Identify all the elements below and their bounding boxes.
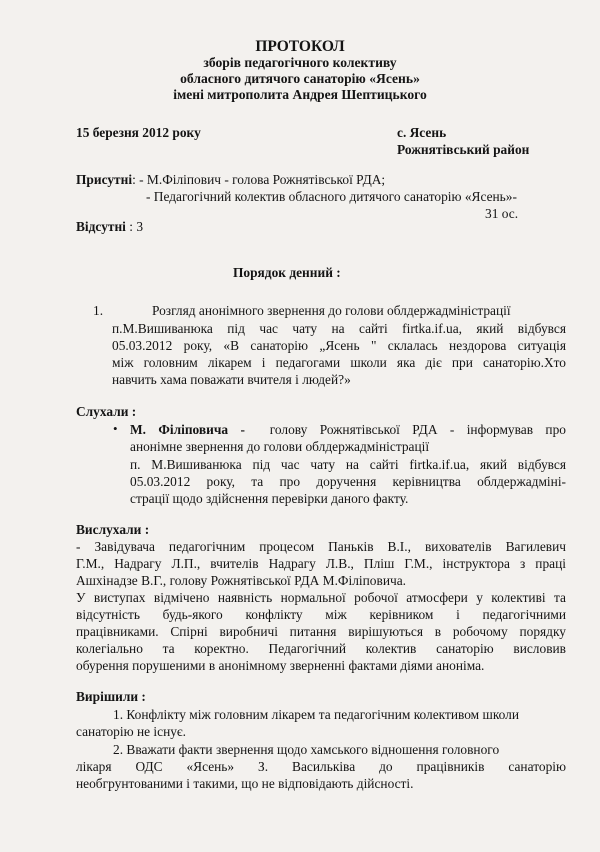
agenda-line: Розгляд анонімного звернення до голови облдержадміністрації xyxy=(152,303,511,318)
meeting-place: с. Ясень xyxy=(397,125,447,140)
document-subtitle-1: зборів педагогічного колективу xyxy=(203,55,397,70)
present-line-1 xyxy=(76,171,385,188)
agenda-line: 05.03.2012 року, «В санаторію „Ясень " склалась нездорова ситуація xyxy=(112,338,566,353)
present-count: 31 ос. xyxy=(485,206,519,221)
present-chair: : - М.Філіпович - голова Рожнятівської РДА; xyxy=(132,172,386,187)
decided-label: Вирішили : xyxy=(76,689,146,704)
listened-line: Г.М., Надрагу Л.П., вчителів Надрагу Л.В., Пліш Г.М., інструктора з праці xyxy=(76,556,566,571)
agenda-line: п.М.Вишиванюка під час чату на сайті firtka.if.ua, який відбувся xyxy=(112,321,566,336)
agenda-heading: Порядок денний : xyxy=(233,265,341,280)
agenda-item-number: 1. xyxy=(93,303,104,318)
meeting-district: Рожнятівський район xyxy=(397,142,530,157)
listened-line: обурення порушеними в анонімному зверненні фактами діями аноніма. xyxy=(76,658,485,673)
bullet-icon: • xyxy=(113,421,118,436)
heard-role: голову Рожнятівської РДА - інформував про xyxy=(269,422,566,437)
heard-speaker: М. Філіповича - xyxy=(130,422,245,437)
listened-line: працівниками. Спірні виробничі питання вирішуються в робочому порядку xyxy=(76,624,566,639)
meeting-date: 15 березня 2012 року xyxy=(76,125,201,140)
listened-line: Ашхінадзе В.Г., голову Рожнятівської РДА М.Філіповича. xyxy=(76,573,407,588)
decision-line: необгрунтованими і такими, що не відповідають дійсності. xyxy=(76,776,414,791)
present-line-2: - Педагогічний колектив обласного дитячого санаторію «Ясень»- xyxy=(146,189,517,204)
heard-line: п. М.Вишиванюка під час чату на сайті firtka.if.ua, який відбувся xyxy=(130,457,566,472)
document-subtitle-2: обласного дитячого санаторію «Ясень» xyxy=(180,71,420,86)
heard-line: 05.03.2012 року, та про доручення керівництва облдержадміні- xyxy=(130,474,566,489)
listened-line: колегіально та коректно. Педагогічний колектив санаторію висловив xyxy=(76,641,566,656)
heard-line-1 xyxy=(130,421,566,438)
heard-label: Слухали : xyxy=(76,404,137,419)
agenda-line: між головним лікарем і педагогами школи яка діє при санаторію.Хто xyxy=(112,355,566,370)
heard-line: страції щодо здійснення перевірки даного факту. xyxy=(130,491,409,506)
decision-line: санаторію не існує. xyxy=(76,724,187,739)
document-title: ПРОТОКОЛ xyxy=(255,38,345,55)
listened-label: Вислухали : xyxy=(76,522,150,537)
listened-line: відсутність будь-якого конфлікту між керівником і педагогічними xyxy=(76,607,566,622)
listened-line: - Завідувача педагогічним процесом Паньків В.І., вихователів Вагилевич xyxy=(76,539,566,554)
listened-line: У виступах відмічено наявність нормальної робочої атмосфери у колективі та xyxy=(76,590,566,605)
absent-label: Відсутні xyxy=(76,219,126,234)
heard-line: анонімне звернення до голови облдержадміністрації xyxy=(130,439,430,454)
decision-line: лікаря ОДС «Ясень» З. Васильківа до працівників санаторію xyxy=(76,759,566,774)
decision-line: 2. Вважати факти звернення щодо хамського відношення головного xyxy=(113,742,500,757)
decision-line: 1. Конфлікту між головним лікарем та педагогічним колективом школи xyxy=(113,707,520,722)
absent-line xyxy=(76,218,143,235)
present-label: Присутні xyxy=(76,172,133,187)
document-subtitle-3: імені митрополита Андрея Шептицького xyxy=(173,87,427,102)
agenda-line: навчить хама поважати вчителя і людей?» xyxy=(112,372,351,387)
absent-value: : 3 xyxy=(129,219,144,234)
